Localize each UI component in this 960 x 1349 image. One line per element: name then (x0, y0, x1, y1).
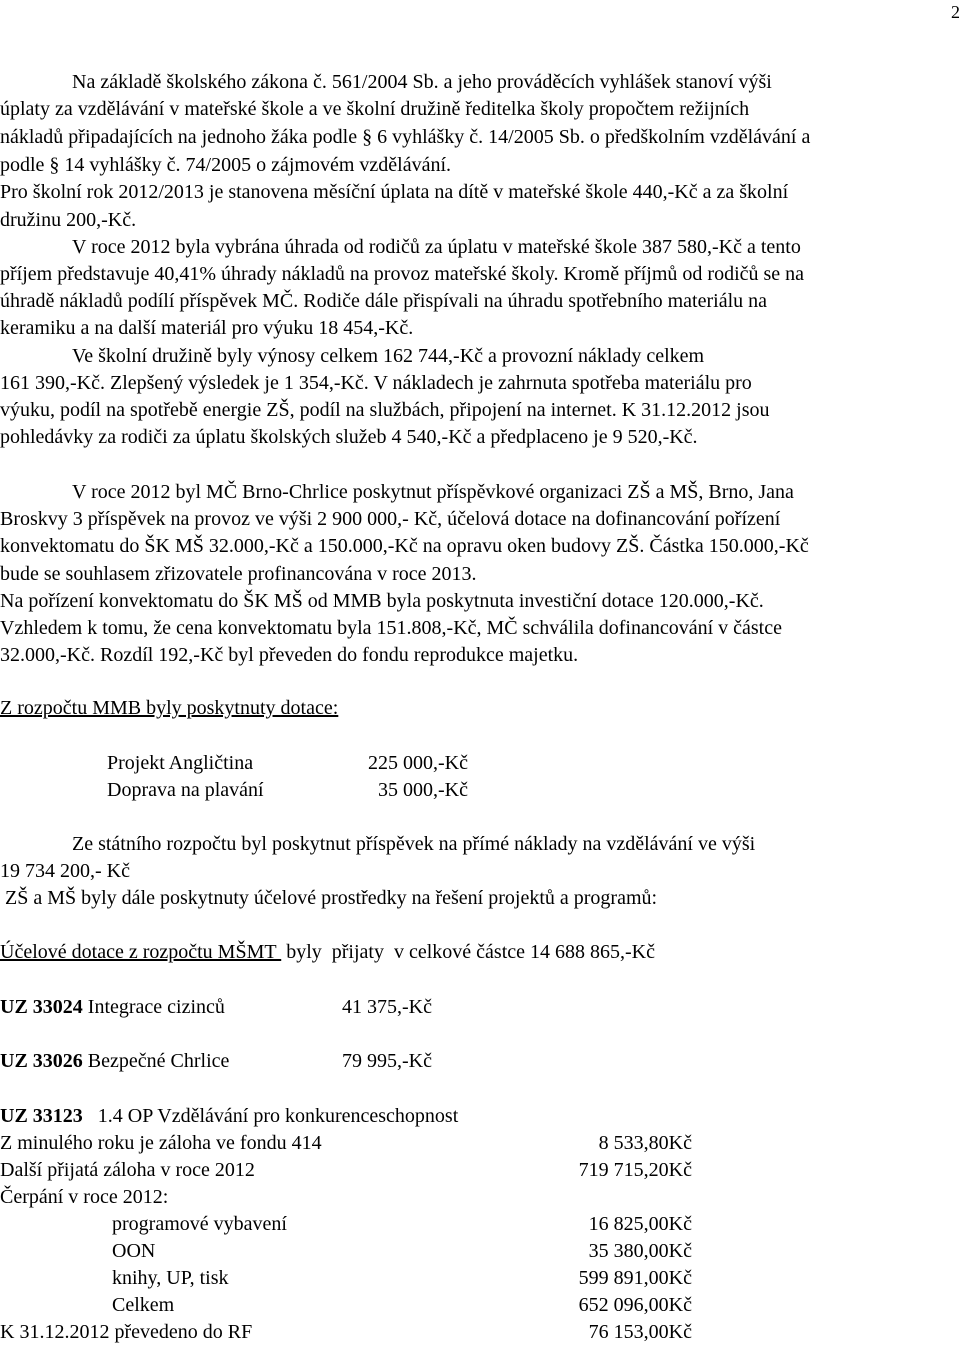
ledger-label: Celkem (112, 1294, 175, 1316)
uz-item (0, 995, 225, 1019)
text-line: výuku, podíl na spotřebě energie ZŠ, podíl na službách, připojení na internet. K 31.12.2012 jsou (0, 399, 770, 421)
msmt-total: byly přijaty v celkové částce 14 688 865,-Kč (281, 941, 655, 963)
ledger-label: programové vybavení (112, 1213, 287, 1235)
text-line: 161 390,-Kč. Zlepšený výsledek je 1 354,-Kč. V nákladech je zahrnuta spotřeba materiálu pro (0, 372, 752, 394)
section-heading: Z rozpočtu MMB byly poskytnuty dotace: (0, 697, 339, 719)
uz-amount: 41 375,-Kč (342, 996, 432, 1018)
page-number: 2 (951, 2, 960, 22)
text-line: 32.000,-Kč. Rozdíl 192,-Kč byl převeden do fondu reprodukce majetku. (0, 644, 579, 666)
text-line: Vzhledem k tomu, že cena konvektomatu byla 151.808,-Kč, MČ schválila dofinancování v částce (0, 617, 782, 639)
ledger-label: Další přijatá záloha v roce 2012 (0, 1159, 255, 1181)
dotace-amount: 225 000,-Kč (368, 752, 468, 774)
uz-label: 1.4 OP Vzdělávání pro konkurenceschopnost (82, 1105, 459, 1127)
text-line: keramiku a na další materiál pro výuku 18 454,-Kč. (0, 317, 414, 339)
dotace-amount: 35 000,-Kč (378, 779, 468, 801)
text-line: družinu 200,-Kč. (0, 209, 137, 231)
uz-label: Bezpečné Chrlice (82, 1050, 230, 1072)
text-line: příjem představuje 40,41% úhrady nákladů na provoz mateřské školy. Kromě příjmů od rodičů se na (0, 263, 805, 285)
uz-amount: 79 995,-Kč (342, 1050, 432, 1072)
ledger-amount: 652 096,00Kč (578, 1294, 692, 1316)
ledger-label: knihy, UP, tisk (112, 1267, 229, 1289)
ledger-amount: 599 891,00Kč (578, 1267, 692, 1289)
text-line: Na pořízení konvektomatu do ŠK MŠ od MMB byla poskytnuta investiční dotace 120.000,-Kč. (0, 590, 764, 612)
uz-code: UZ 33123 (0, 1105, 83, 1127)
uz-code: UZ 33026 (0, 1050, 83, 1072)
uz-code: UZ 33024 (0, 996, 83, 1018)
text-line: Ze státního rozpočtu byl poskytnut příspěvek na přímé náklady na vzdělávání ve výši (72, 833, 756, 855)
uz-label: Integrace cizinců (82, 996, 225, 1018)
text-line: nákladů připadajících na jednoho žáka podle § 6 vyhlášky č. 14/2005 Sb. o předškolním vzdělávání a (0, 126, 811, 148)
dotace-label: Doprava na plavání (107, 779, 264, 801)
ledger-label: Z minulého roku je záloha ve fondu 414 (0, 1132, 322, 1154)
ledger-amount: 8 533,80Kč (598, 1132, 692, 1154)
text-line: V roce 2012 byla vybrána úhrada od rodičů za úplatu v mateřské škole 387 580,-Kč a tento (72, 236, 801, 258)
text-line: bude se souhlasem zřizovatele profinancována v roce 2013. (0, 563, 477, 585)
uz-item (0, 1049, 229, 1073)
ledger-amount: 719 715,20Kč (578, 1159, 692, 1181)
dotace-label: Projekt Angličtina (107, 752, 254, 774)
text-line: podle § 14 vyhlášky č. 74/2005 o zájmovém vzdělávání. (0, 154, 452, 176)
text-line: pohledávky za rodiči za úplatu školských služeb 4 540,-Kč a předplaceno je 9 520,-Kč. (0, 426, 698, 448)
text-line: Pro školní rok 2012/2013 je stanovena měsíční úplata na dítě v mateřské škole 440,-Kč a za školní (0, 181, 789, 203)
text-line: úhradě nákladů podílí příspěvek MČ. Rodiče dále přispívali na úhradu spotřebního materiálu na (0, 290, 768, 312)
ledger-amount: 76 153,00Kč (588, 1321, 692, 1343)
text-line: 19 734 200,- Kč (0, 860, 130, 882)
text-line: konvektomatu do ŠK MŠ 32.000,-Kč a 150.000,-Kč na opravu oken budovy ZŠ. Částka 150.000,-Kč (0, 535, 809, 557)
ledger-amount: 35 380,00Kč (588, 1240, 692, 1262)
ledger-label: Čerpání v roce 2012: (0, 1186, 169, 1208)
uz-item (0, 1104, 458, 1128)
text-line: úplaty za vzdělávání v mateřské škole a ve školní družině ředitelka školy propočtem režijních (0, 98, 750, 120)
ledger-label: OON (112, 1240, 156, 1262)
text-line: V roce 2012 byl MČ Brno-Chrlice poskytnut příspěvkové organizaci ZŠ a MŠ, Brno, Jana (72, 481, 794, 503)
ledger-label: K 31.12.2012 převedeno do RF (0, 1321, 253, 1343)
text-line: Na základě školského zákona č. 561/2004 Sb. a jeho prováděcích vyhlášek stanoví výši (72, 71, 772, 93)
ledger-amount: 16 825,00Kč (588, 1213, 692, 1235)
text-line: Broskvy 3 příspěvek na provoz ve výši 2 900 000,- Kč, účelová dotace na dofinancování pořízení (0, 508, 781, 530)
msmt-heading: Účelové dotace z rozpočtu MŠMT (0, 941, 282, 963)
msmt-line (0, 940, 655, 964)
text-line: Ve školní družině byly výnosy celkem 162 744,-Kč a provozní náklady celkem (72, 345, 705, 367)
text-line: ZŠ a MŠ byly dále poskytnuty účelové prostředky na řešení projektů a programů: (0, 887, 658, 909)
